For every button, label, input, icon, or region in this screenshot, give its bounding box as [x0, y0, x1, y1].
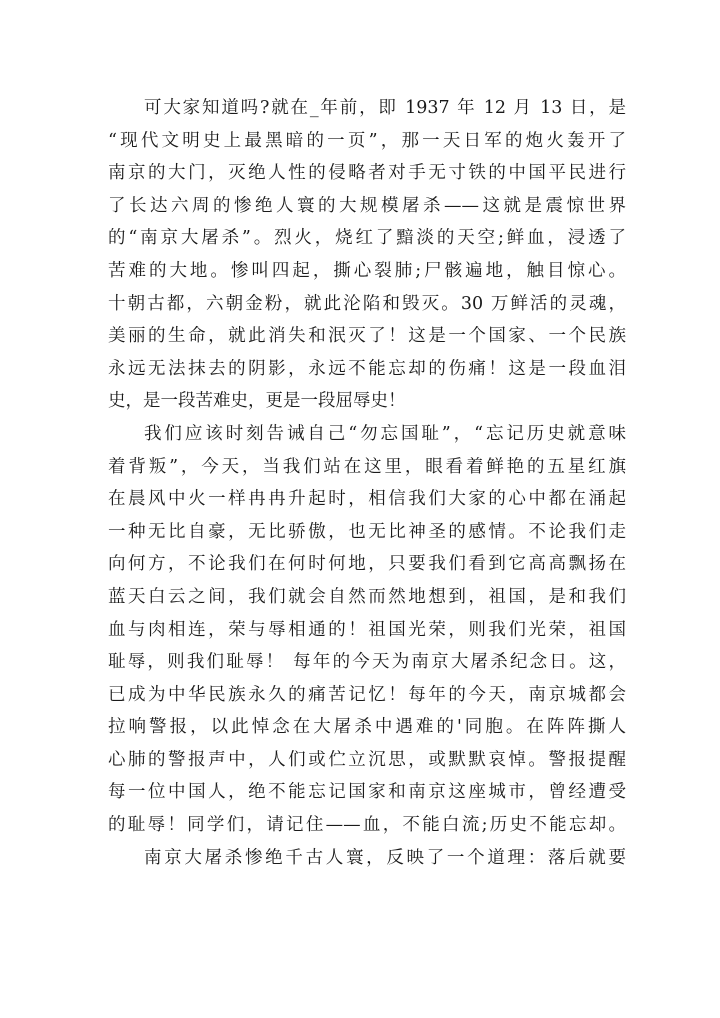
- text-line-20: 拉响警报，以此悼念在大屠杀中遇难的'同胞。在阵阵撕人: [108, 717, 626, 738]
- text-line-2: “现代文明史上最黑暗的一页”，那一天日军的炮火轰开了: [108, 130, 626, 151]
- text-line-6: 苦难的大地。惨叫四起，撕心裂肺;尸骸遍地，触目惊心。: [108, 260, 626, 281]
- text-line-8: 美丽的生命，就此消失和泯灭了！这是一个国家、一个民族: [108, 326, 626, 347]
- text-line-21: 心肺的警报声中，人们或伫立沉思，或默默哀悼。警报提醒: [108, 749, 626, 770]
- text-line-14: 一种无比自豪，无比骄傲，也无比神圣的感情。不论我们走: [108, 521, 626, 542]
- text-line-9: 永远无法抹去的阴影，永远不能忘却的伤痛！这是一段血泪: [108, 358, 626, 379]
- text-line-18: 耻辱，则我们耻辱！ 每年的今天为南京大屠杀纪念日。这，: [108, 652, 626, 673]
- text-line-16: 蓝天白云之间，我们就会自然而然地想到，祖国，是和我们: [108, 586, 626, 607]
- text-line-3: 南京的大门，灭绝人性的侵略者对手无寸铁的中国平民进行: [108, 163, 626, 184]
- text-line-7: 十朝古都，六朝金粉，就此沦陷和毁灭。30 万鲜活的灵魂，: [108, 293, 626, 314]
- text-line-10: 史，是一段苦难史，更是一段屈辱史！: [108, 391, 406, 412]
- document-body: [108, 92, 626, 874]
- text-line-24: 南京大屠杀惨绝千古人寰，反映了一个道理：落后就要: [144, 847, 626, 868]
- text-line-19: 已成为中华民族永久的痛苦记忆！每年的今天，南京城都会: [108, 684, 626, 705]
- text-line-17: 血与肉相连，荣与辱相通的！祖国光荣，则我们光荣，祖国: [108, 619, 626, 640]
- text-line-5: 的“南京大屠杀”。烈火，烧红了黯淡的天空;鲜血，浸透了: [108, 228, 626, 249]
- text-line-22: 每一位中国人，绝不能忘记国家和南京这座城市，曾经遭受: [108, 782, 626, 803]
- text-line-1: 可大家知道吗?就在_年前，即 1937 年 12 月 13 日，是: [144, 98, 626, 118]
- text-line-15: 向何方，不论我们在何时何地，只要我们看到它高高飘扬在: [108, 554, 626, 575]
- text-line-13: 在晨风中火一样冉冉升起时，相信我们大家的心中都在涌起: [108, 489, 626, 510]
- text-line-12: 着背叛”，今天，当我们站在这里，眼看着鲜艳的五星红旗: [108, 456, 626, 477]
- text-line-4: 了长达六周的惨绝人寰的大规模屠杀——这就是震惊世界: [108, 195, 626, 216]
- text-line-11: 我们应该时刻告诫自己“勿忘国耻”，“忘记历史就意味: [144, 423, 626, 444]
- text-line-23: 的耻辱！同学们，请记住——血，不能白流;历史不能忘却。: [108, 815, 626, 836]
